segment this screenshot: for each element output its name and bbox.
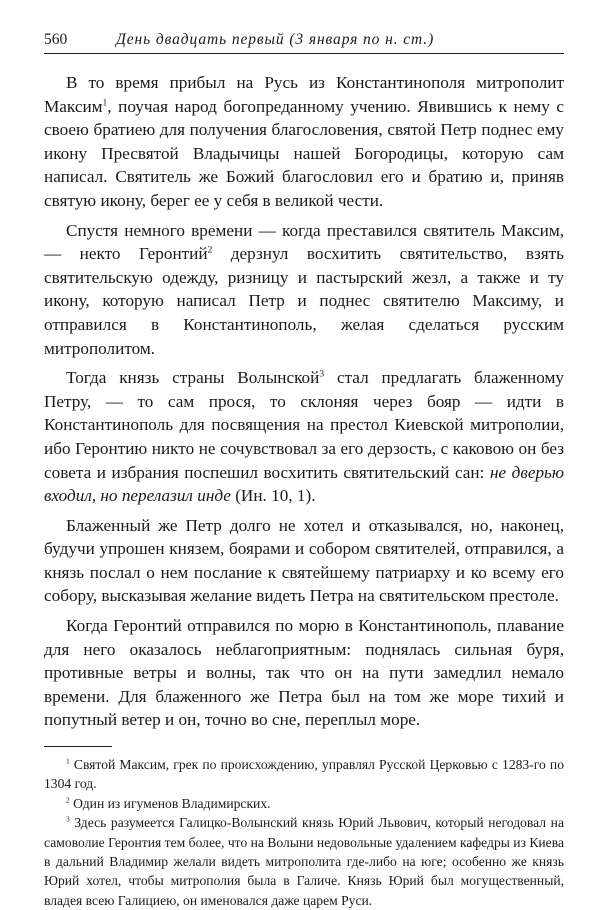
footnote-separator bbox=[44, 746, 112, 747]
footnote-3 bbox=[44, 813, 564, 910]
paragraph-text: В то время прибыл на Русь из Константинополя митрополит Максим bbox=[44, 73, 564, 116]
paragraph-text: Спустя немного времени — когда преставился святитель Максим, — некто Геронтий bbox=[44, 220, 564, 264]
footnote-2 bbox=[44, 794, 564, 813]
paragraph-text: стал предлагать блаженному Петру, — то сам прося, то склоняя через бояр — идти в Константинополь для посвящения на престол Киевской митрополии, ибо Геронтию никто не сочувствовал за его дерзость, с каковою он без совета и избрания поспешил восхитить святительский сан: bbox=[44, 368, 564, 482]
footnote-marker: 3 bbox=[66, 814, 70, 824]
paragraph-2 bbox=[44, 219, 564, 361]
paragraph-1 bbox=[44, 71, 564, 213]
paragraph-3 bbox=[44, 366, 564, 508]
paragraph-5: Когда Геронтий отправился по морю в Константинополь, плавание для него оказалось неблагоприятным: поднялась сильная буря, противные ветры и волны, так что он на пути замедлил немало времени. Для блаженного же Петра был на том же море тихий и попутный ветер и он, точно во сне, переплыл море. bbox=[44, 616, 564, 730]
header-rule bbox=[44, 53, 564, 54]
paragraph-4: Блаженный же Петр долго не хотел и отказывался, но, наконец, будучи упрошен князем, боярами и собором святителей, отправился, а князь послал о нем послание к святейшему патриарху и ко всему его собору, высказывая желание видеть Петра на святительском престоле. bbox=[44, 515, 564, 606]
footnote-marker: 2 bbox=[66, 795, 70, 805]
footnote-marker: 1 bbox=[66, 756, 70, 766]
scripture-reference: (Ин. 10, 1). bbox=[230, 486, 316, 506]
footnotes bbox=[44, 755, 564, 910]
footnote-1 bbox=[44, 755, 564, 794]
page-number: 560 bbox=[44, 31, 68, 48]
paragraph-text: Тогда князь страны Волынской bbox=[66, 368, 320, 388]
footnote-text: Один из игуменов Владимирских. bbox=[69, 795, 271, 811]
footnote-ref-2: 2 bbox=[207, 245, 213, 256]
paragraph-text: дерзнул восхитить святительство, взять святительскую одежду, ризницу и пастырский жезл, а также и ту икону, которую написал Петр и поднес святителю Максиму, и отправился в Константинополь, желая сделаться русским митрополитом. bbox=[44, 244, 564, 358]
footnote-text: Здесь разумеется Галицко-Волынский князь Юрий Львович, который негодовал на самоволие Геронтия тем более, что на Волыни недовольные удалением кафедры из Киева в дальний Владимир желали видеть митрополита где-либо на юге; особенно же князь Юрий хотел, чтобы митрополия была в Галиче. Князь Юрий был могущественный, владея всею Галициею, он именовался даже царем Руси. bbox=[44, 815, 564, 908]
paragraph-text: , поучая народ богопреданному учению. Явившись к нему с своею братиею для получения благословения, святой Петр поднес ему икону Пресвятой Владычицы нашей Богородицы, которую сам написал. Святитель же Божий благословил его и братию и, приняв святую икону, берег ее у себя в великой чести. bbox=[44, 96, 564, 210]
running-title: День двадцать первый (3 января по н. ст.) bbox=[116, 31, 435, 48]
running-header bbox=[44, 28, 564, 54]
footnote-ref-1: 1 bbox=[102, 97, 108, 108]
scripture-quote: не дверью входил, но перелазил инде bbox=[44, 462, 564, 506]
footnote-text: Святой Максим, грек по происхождению, управлял Русской Церковью с 1283-го по 1304 год. bbox=[44, 757, 564, 792]
footnote-ref-3: 3 bbox=[319, 369, 325, 380]
main-text bbox=[44, 71, 564, 910]
